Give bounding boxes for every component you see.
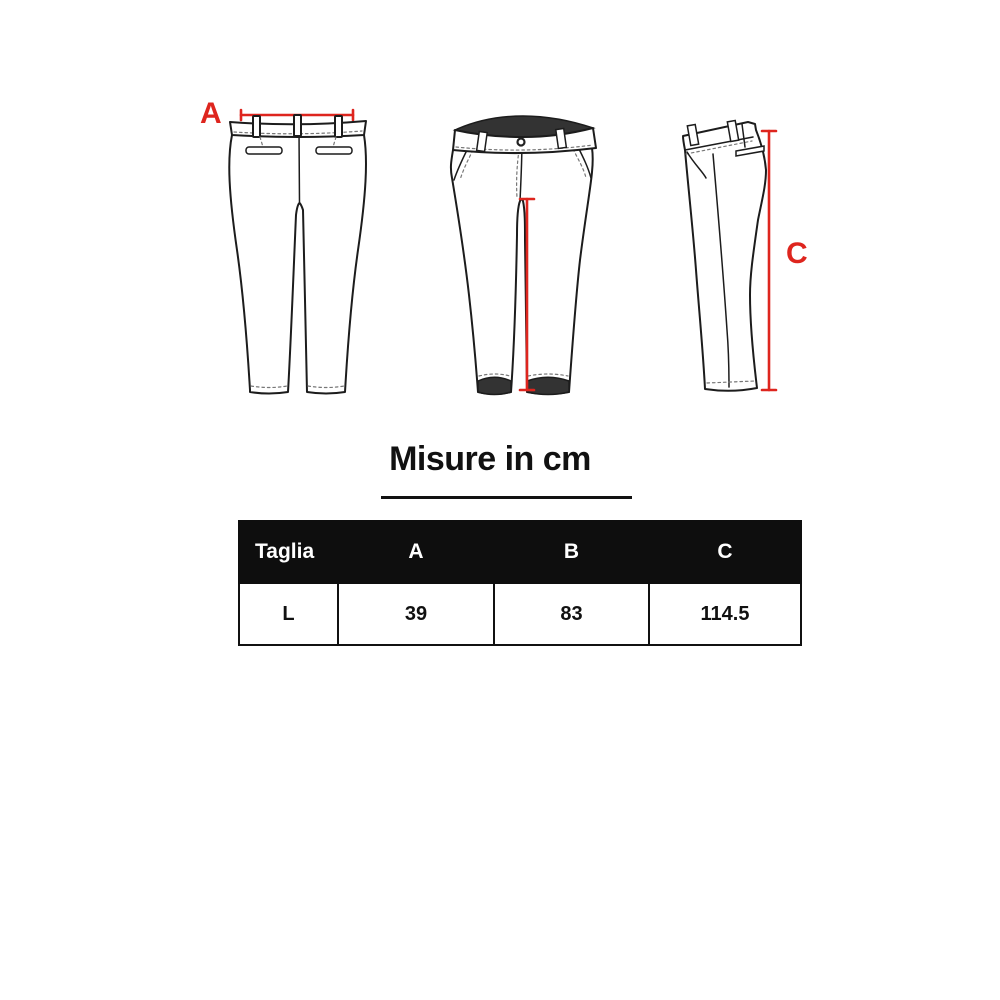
size-table-header-taglia: Taglia (239, 521, 338, 583)
front-trouser-body (451, 148, 593, 394)
front-belt-loop-left (477, 132, 488, 152)
front-hem-left (478, 377, 511, 394)
size-cell-b: 83 (494, 583, 649, 645)
side-trouser-body (683, 122, 766, 391)
size-cell-a: 39 (338, 583, 494, 645)
size-table-header-c: C (649, 521, 801, 583)
size-cell-taglia: L (239, 583, 338, 645)
size-table-header-b: B (494, 521, 649, 583)
measurement-label-a: A (200, 97, 222, 130)
front-belt-loop-right (556, 129, 567, 149)
back-pocket-left (246, 147, 282, 154)
size-cell-c: 114.5 (649, 583, 801, 645)
size-table-row-l (239, 583, 801, 645)
waist-button (518, 139, 525, 146)
back-trouser-body (229, 135, 366, 394)
pants-back-view-diagram (215, 100, 385, 410)
size-table-header-row (239, 521, 801, 583)
size-table-header-a: A (338, 521, 494, 583)
pants-front-view-diagram (445, 110, 605, 405)
measurement-label-c: C (786, 237, 808, 270)
back-pocket-right (316, 147, 352, 154)
title-underline (381, 496, 632, 499)
front-hem-right (527, 377, 569, 394)
pants-side-view-diagram (665, 110, 795, 405)
size-table (238, 520, 802, 646)
size-table-title: Misure in cm (389, 440, 591, 478)
